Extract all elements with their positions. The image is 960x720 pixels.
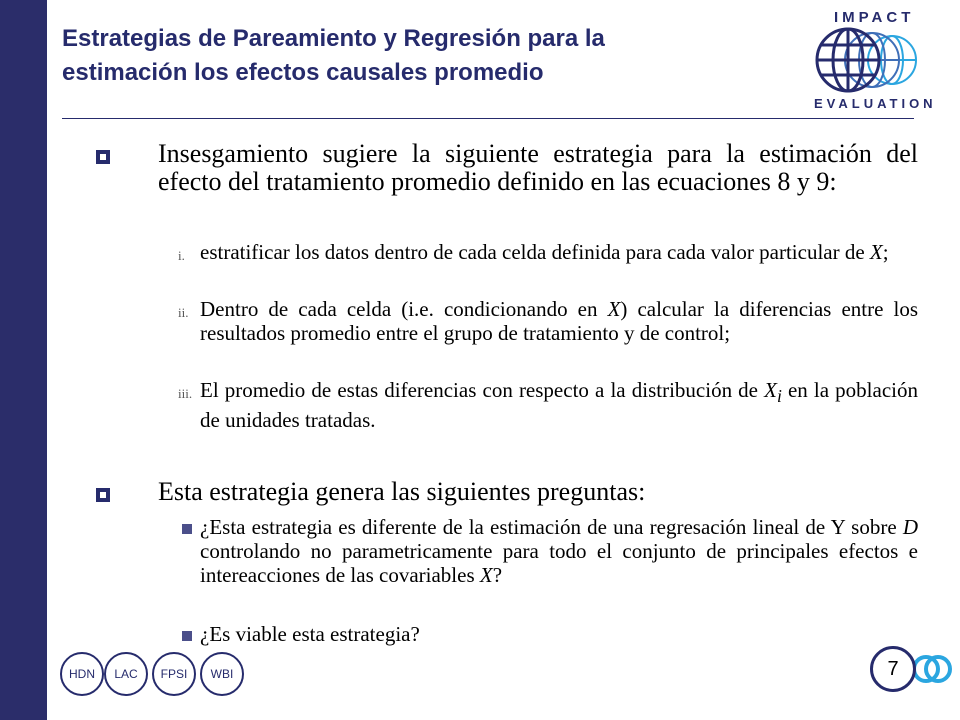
title-line-2: estimación los efectos causales promedio — [62, 59, 544, 86]
list-item: ¿Esta estrategia es diferente de la estimación de una regresación lineal de Y sobre D controlando no parametricamente para todo el conjunto de principales efectos e intereacciones de las covariables X? — [200, 515, 918, 587]
logo-top-text: IMPACT — [834, 9, 915, 26]
org-logo-lac: LAC — [104, 652, 148, 696]
logo-bottom-text: EVALUATION — [814, 96, 937, 111]
slide-title — [62, 22, 782, 90]
bullet-2-text: Esta estrategia genera las siguientes preguntas: — [158, 477, 646, 506]
decorative-ring-icon — [912, 655, 940, 683]
org-logo-fpsi: FPSI — [152, 652, 196, 696]
item-number: iii. — [178, 386, 193, 401]
bullet-square-icon — [96, 150, 110, 164]
org-logo-wbi: WBI — [200, 652, 244, 696]
globe-icon — [790, 2, 940, 114]
footer-org-logos — [60, 652, 250, 702]
sidebar-band — [0, 0, 47, 720]
list-item: El promedio de estas diferencias con respecto a la distribución de $X_i$ en la población de unidades tratadas. — [200, 378, 918, 433]
page-number: 7 — [870, 646, 916, 692]
title-divider — [62, 118, 914, 119]
impact-evaluation-logo — [790, 2, 940, 114]
org-logo-hdn: HDN — [60, 652, 104, 696]
list-item: estratificar los datos dentro de cada celda definida para cada valor particular de X; — [200, 240, 889, 264]
title-line-1: Estrategias de Pareamiento y Regresión para la — [62, 25, 605, 52]
list-item: Dentro de cada celda (i.e. condicionando en X) calcular la diferencias entre los resultados promedio entre el grupo de tratamiento y de control; — [200, 297, 918, 345]
list-item: ¿Es viable esta estrategia? — [200, 622, 420, 646]
bullet-square-icon — [96, 488, 110, 502]
bullet-1-text: Insesgamiento sugiere la siguiente estrategia para la estimación del efecto del tratamiento promedio definido en las ecuaciones 8 y 9: — [158, 139, 918, 196]
sub-bullet-square-icon — [182, 524, 192, 534]
sub-bullet-square-icon — [182, 631, 192, 641]
item-number: ii. — [178, 305, 189, 320]
item-number: i. — [178, 248, 185, 263]
